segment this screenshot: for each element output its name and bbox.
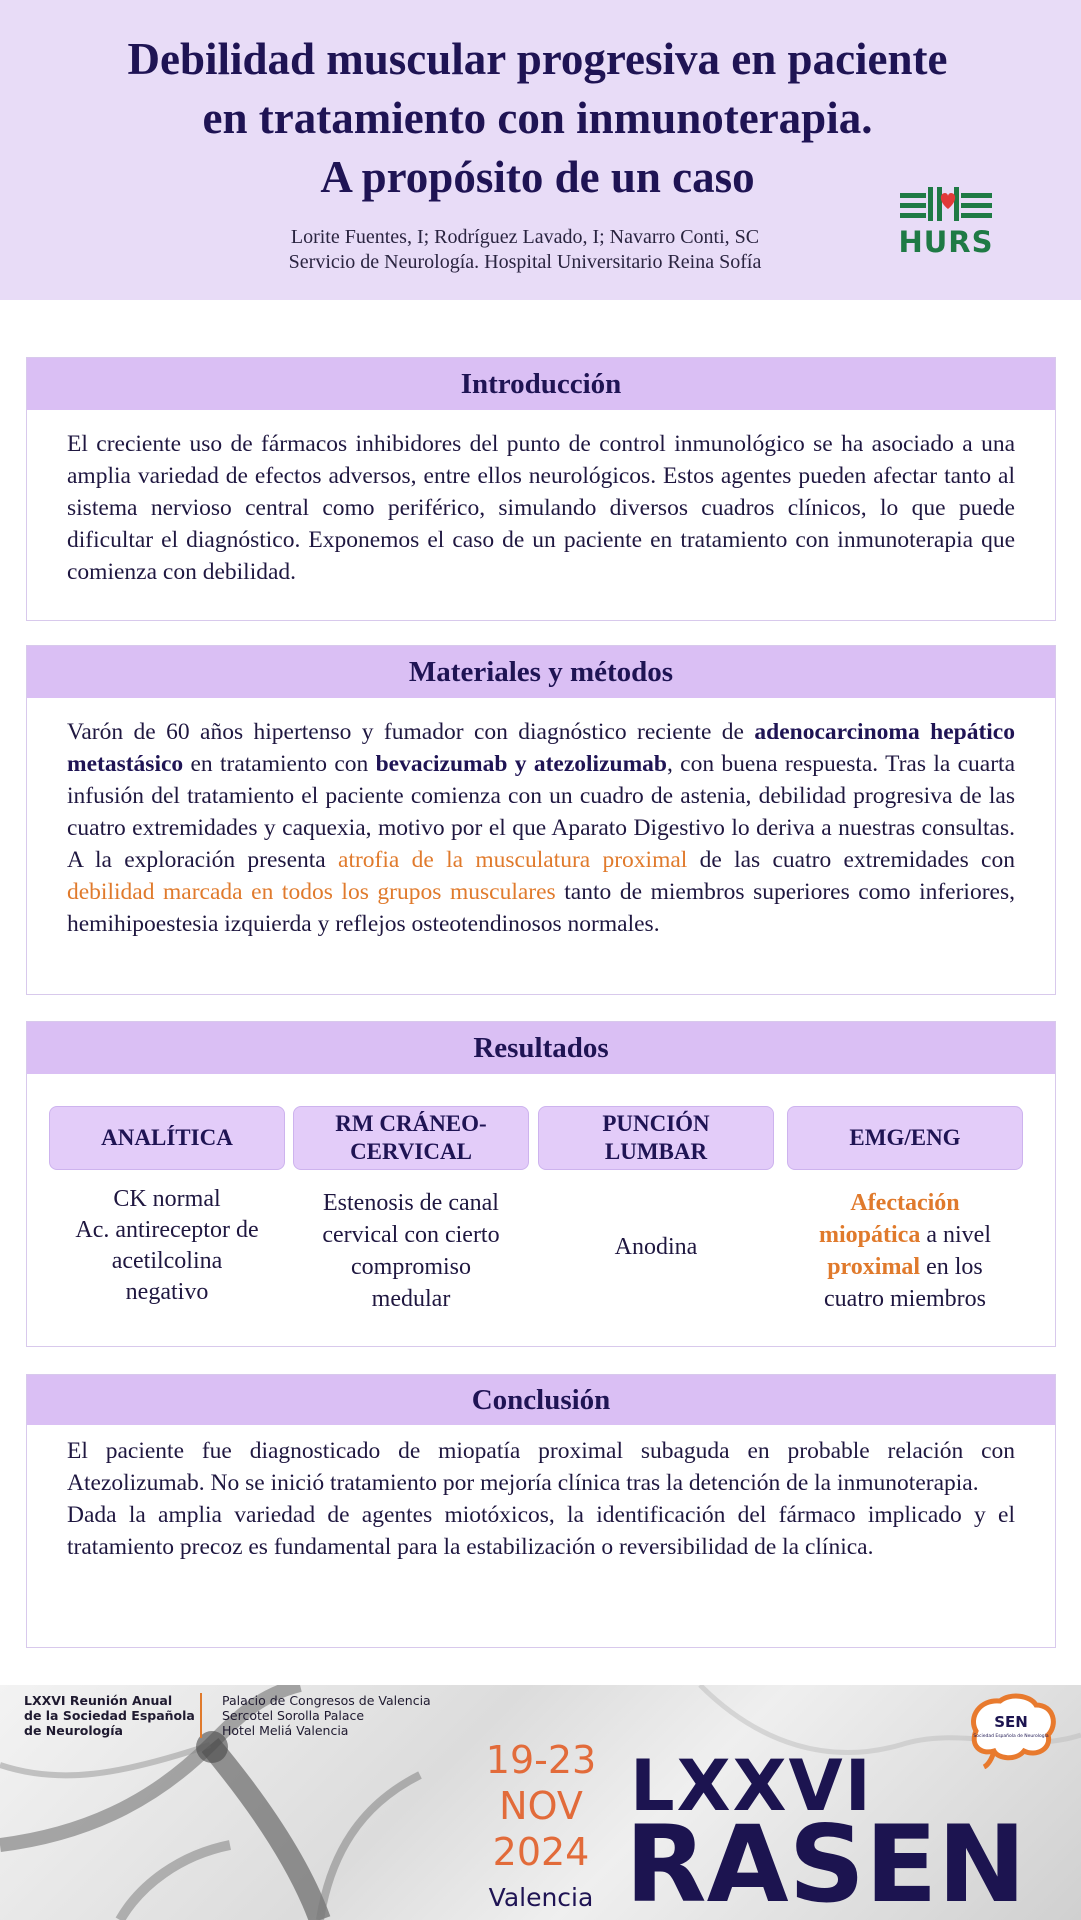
conclusion-text — [27, 1425, 1055, 1563]
congress-venue — [200, 1693, 431, 1738]
puncion-label: PUNCIÓN — [602, 1111, 710, 1136]
analitica-box — [49, 1106, 285, 1170]
analitica-label: ANALÍTICA — [101, 1125, 233, 1150]
title-line-3: A propósito de un caso — [320, 152, 755, 202]
congress-dates — [482, 1737, 600, 1875]
sen-logo-text: SEN — [994, 1713, 1028, 1731]
treatment-highlight: bevacizumab y atezolizumab — [375, 751, 667, 777]
org-line: de la Sociedad Española — [24, 1708, 195, 1723]
title-line-1: Debilidad muscular progresiva en paciente — [127, 34, 948, 84]
sen-brain-icon — [962, 1691, 1060, 1769]
result-line — [787, 1251, 1023, 1283]
emg-box — [787, 1106, 1023, 1170]
congress-footer — [0, 1685, 1081, 1920]
date-line: NOV — [499, 1784, 583, 1828]
section-materiales — [26, 645, 1056, 995]
authors: Lorite Fuentes, I; Rodríguez Lavado, I; Navarro Conti, SC — [290, 226, 760, 248]
introduccion-text: El creciente uso de fármacos inhibidores del punto de control inmunológico se ha asociado a una amplia variedad de efectos adversos, entre ellos neurológicos. Estos agentes pueden afectar tanto al sistema nervioso central como periférico, simulando diversos cuadros clínicos, lo que puede dificultar el diagnóstico. Exponemos el caso de un paciente en tratamiento con inmunoterapia que comienza con debilidad. — [67, 431, 1015, 585]
section-resultados — [26, 1021, 1056, 1347]
emg-highlight: Afectación — [850, 1190, 960, 1216]
materiales-text-part: , con buena respuesta. Tras la cuarta infusión del tratamiento el paciente comienza con un cuadro de astenia, debilidad progresiva de las cuatro extremidades y caquexia, motivo por el que Aparato Digestivo lo deriva a nuestras consultas. A la exploración presenta — [67, 751, 1016, 873]
materiales-text-part: Varón de 60 años hipertenso y fumador con diagnóstico reciente de — [67, 719, 755, 745]
introduccion-heading: Introducción — [27, 358, 1055, 410]
result-line: cuatro miembros — [824, 1286, 986, 1312]
conclusion-paragraph: Dada la amplia variedad de agentes miotóxicos, la identificación del fármaco implicado y el tratamiento precoz es fundamental para la estabilización o reversibilidad de la clínica. — [67, 1502, 1015, 1560]
result-line: cervical con cierto — [322, 1222, 500, 1248]
rm-label: RM CRÁNEO- — [335, 1111, 487, 1136]
result-line: CK normal — [113, 1186, 221, 1212]
poster-title — [60, 30, 1015, 207]
emg-result — [787, 1187, 1023, 1315]
result-line: Estenosis de canal — [323, 1190, 499, 1216]
materiales-heading: Materiales y métodos — [27, 646, 1055, 698]
puncion-result — [538, 1232, 774, 1263]
finding-highlight: debilidad marcada en todos los grupos musculares — [67, 879, 556, 905]
emg-highlight: proximal — [827, 1254, 921, 1280]
result-line: negativo — [125, 1279, 209, 1305]
emg-text: en los — [920, 1254, 983, 1280]
result-line — [787, 1219, 1023, 1251]
authors-block — [230, 225, 820, 275]
result-line: Ac. antireceptor de — [75, 1217, 259, 1243]
congress-name: RASEN — [625, 1803, 1027, 1920]
sen-logo-subtext: Sociedad Española de Neurología — [973, 1734, 1049, 1739]
resultados-grid — [27, 1074, 1055, 1354]
conclusion-paragraph: El paciente fue diagnosticado de miopatía proximal subaguda en probable relación con Atezolizumab. No se inició tratamiento por mejoría clínica tras la detención de la inmunoterapia. — [67, 1438, 1015, 1496]
result-line: compromiso — [351, 1254, 471, 1280]
hurs-logo-icon — [898, 183, 994, 227]
emg-label: EMG/ENG — [849, 1125, 961, 1150]
result-line: Anodina — [614, 1234, 698, 1260]
org-line: de Neurología — [24, 1723, 123, 1738]
resultados-heading: Resultados — [27, 1022, 1055, 1074]
puncion-label: LUMBAR — [604, 1139, 708, 1164]
hurs-logo-text: HURS — [898, 225, 994, 259]
rm-label: CERVICAL — [350, 1139, 472, 1164]
result-line: medular — [371, 1286, 451, 1312]
congress-org — [24, 1693, 195, 1738]
congress-edition: LXXVI — [630, 1745, 873, 1827]
venue-line: Hotel Meliá Valencia — [222, 1723, 349, 1738]
poster-header — [0, 0, 1081, 300]
congress-city: Valencia — [488, 1883, 594, 1912]
org-line: LXXVI Reunión Anual — [24, 1693, 173, 1708]
title-line-2: en tratamiento con inmunoterapia. — [202, 93, 873, 143]
puncion-box — [538, 1106, 774, 1170]
rm-result — [293, 1187, 529, 1315]
materiales-text — [27, 698, 1055, 940]
finding-highlight: atrofia de la musculatura proximal — [338, 847, 688, 873]
analitica-result — [49, 1184, 285, 1308]
result-line: acetilcolina — [111, 1248, 223, 1274]
affiliation: Servicio de Neurología. Hospital Universitario Reina Sofía — [288, 251, 762, 273]
sen-logo — [962, 1691, 1060, 1769]
rm-box — [293, 1106, 529, 1170]
venue-line: Palacio de Congresos de Valencia — [222, 1693, 431, 1708]
materiales-text-part: tanto de miembros superiores como inferiores, hemihipoestesia izquierda y reflejos osteotendinosos normales. — [67, 879, 1015, 937]
materiales-text-part: de las cuatro extremidades con — [687, 847, 1015, 873]
conclusion-heading: Conclusión — [27, 1375, 1055, 1425]
diagnosis-highlight: adenocarcinoma hepático metastásico — [67, 719, 1015, 777]
section-introduccion — [26, 357, 1056, 621]
date-line: 19-23 — [485, 1738, 597, 1782]
emg-highlight: miopática — [819, 1222, 921, 1248]
date-line: 2024 — [492, 1830, 590, 1874]
emg-text: a nivel — [920, 1222, 991, 1248]
venue-line: Sercotel Sorolla Palace — [222, 1708, 365, 1723]
section-conclusion — [26, 1374, 1056, 1648]
materiales-text-part: en tratamiento con — [183, 751, 376, 777]
hurs-logo — [898, 183, 994, 259]
